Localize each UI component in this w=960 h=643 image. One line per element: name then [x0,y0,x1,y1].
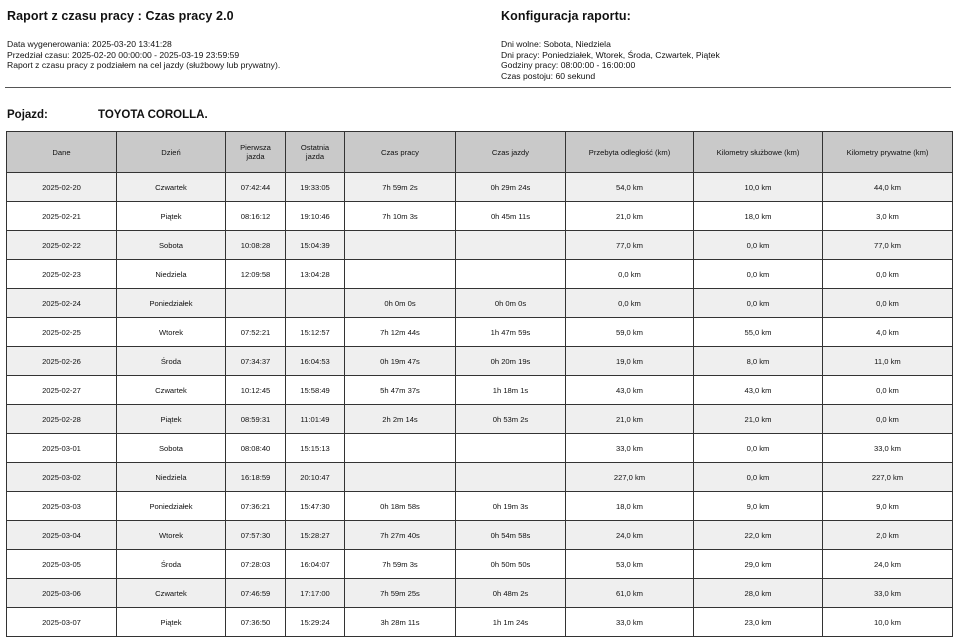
table-cell: 44,0 km [823,173,953,202]
column-header: Ostatnia jazda [286,132,345,173]
table-cell: Niedziela [117,463,226,492]
table-row [7,608,953,637]
table-cell: 28,0 km [694,579,823,608]
table-cell: Piątek [117,405,226,434]
table-cell: Czwartek [117,173,226,202]
table-cell: 4,0 km [823,318,953,347]
table-cell: 0h 19m 3s [456,492,566,521]
config-idle-time: Czas postoju: 60 sekund [501,70,596,81]
table-cell: 9,0 km [823,492,953,521]
table-cell: 10:12:45 [226,376,286,405]
table-cell: 0,0 km [694,260,823,289]
table-row [7,405,953,434]
table-cell: 10,0 km [694,173,823,202]
table-cell [345,231,456,260]
table-cell: 2025-02-21 [7,202,117,231]
table-cell: 07:57:30 [226,521,286,550]
table-cell: Wtorek [117,521,226,550]
table-cell: 0,0 km [694,463,823,492]
table-cell: 227,0 km [566,463,694,492]
table-cell: 0h 20m 19s [456,347,566,376]
table-cell: 18,0 km [694,202,823,231]
table-cell: 0h 19m 47s [345,347,456,376]
table-row [7,521,953,550]
table-cell: 18,0 km [566,492,694,521]
table-cell: 07:46:59 [226,579,286,608]
table-cell: Środa [117,347,226,376]
table-cell: 33,0 km [823,434,953,463]
table-cell: 2025-02-22 [7,231,117,260]
table-cell: 2025-02-23 [7,260,117,289]
table-cell [345,463,456,492]
table-cell: 15:58:49 [286,376,345,405]
table-cell: 0h 54m 58s [456,521,566,550]
table-cell: 2025-03-05 [7,550,117,579]
config-days-off: Dni wolne: Sobota, Niedziela [501,39,611,49]
table-cell: 19,0 km [566,347,694,376]
table-row [7,231,953,260]
table-cell: 0h 45m 11s [456,202,566,231]
table-cell [286,289,345,318]
table-cell: 7h 27m 40s [345,521,456,550]
table-cell: 7h 59m 25s [345,579,456,608]
table-cell: 08:59:31 [226,405,286,434]
column-header: Czas pracy [345,132,456,173]
table-cell: 1h 1m 24s [456,608,566,637]
table-cell: 2025-02-20 [7,173,117,202]
report-title: Raport z czasu pracy : Czas pracy 2.0 [7,9,234,23]
vehicle-label: Pojazd: [7,109,48,121]
table-cell: 33,0 km [566,608,694,637]
table-cell: 0h 50m 50s [456,550,566,579]
table-cell: 0,0 km [694,231,823,260]
table-cell: 0h 29m 24s [456,173,566,202]
time-period: Przedział czasu: 2025-02-20 00:00:00 - 2025-03-19 23:59:59 [7,49,240,60]
table-cell: 29,0 km [694,550,823,579]
table-cell: 2025-02-24 [7,289,117,318]
table-cell: 08:16:12 [226,202,286,231]
table-cell: 21,0 km [566,202,694,231]
vehicle-name: TOYOTA COROLLA. [98,109,208,121]
table-cell: 77,0 km [566,231,694,260]
table-cell: 19:33:05 [286,173,345,202]
table-cell: 07:28:03 [226,550,286,579]
column-header: Przebyta odległość (km) [566,132,694,173]
table-cell: 7h 10m 3s [345,202,456,231]
table-cell: Niedziela [117,260,226,289]
table-body [7,173,953,637]
table-cell: 15:12:57 [286,318,345,347]
table-cell: 61,0 km [566,579,694,608]
table-cell: 0h 0m 0s [345,289,456,318]
table-row [7,289,953,318]
table-cell: 15:15:13 [286,434,345,463]
table-cell: 43,0 km [566,376,694,405]
table-cell: 15:29:24 [286,608,345,637]
table-row [7,492,953,521]
table-cell: 0,0 km [823,289,953,318]
table-cell: 15:28:27 [286,521,345,550]
table-cell: 12:09:58 [226,260,286,289]
table-cell: Poniedziałek [117,492,226,521]
table-cell: 59,0 km [566,318,694,347]
table-cell [456,260,566,289]
table-cell: 08:08:40 [226,434,286,463]
table-cell: 0,0 km [823,405,953,434]
table-cell: 55,0 km [694,318,823,347]
table-cell: 8,0 km [694,347,823,376]
table-cell: 2025-03-03 [7,492,117,521]
table-cell: 23,0 km [694,608,823,637]
table-cell: 0,0 km [694,434,823,463]
table-cell: 0,0 km [566,260,694,289]
vehicle-info [7,109,208,121]
table-cell: 21,0 km [694,405,823,434]
table-cell: 15:47:30 [286,492,345,521]
table-cell: 10,0 km [823,608,953,637]
table-cell: 7h 12m 44s [345,318,456,347]
report-header [7,9,477,71]
table-cell: 0h 53m 2s [456,405,566,434]
table-cell: 22,0 km [694,521,823,550]
table-cell: 0,0 km [823,376,953,405]
table-cell: 7h 59m 2s [345,173,456,202]
table-row [7,202,953,231]
table-cell: 0h 48m 2s [456,579,566,608]
report-description: Raport z czasu pracy z podziałem na cel jazdy (służbowy lub prywatny). [7,60,281,71]
table-cell [345,260,456,289]
table-cell: 2025-03-02 [7,463,117,492]
table-cell: 43,0 km [694,376,823,405]
table-cell: 227,0 km [823,463,953,492]
table-cell: 15:04:39 [286,231,345,260]
table-cell: 2025-03-06 [7,579,117,608]
table-cell: 20:10:47 [286,463,345,492]
table-header-row [7,132,953,173]
table-cell: 24,0 km [823,550,953,579]
report-config [501,9,951,81]
table-cell: 0h 0m 0s [456,289,566,318]
table-row [7,550,953,579]
table-cell: 2025-03-07 [7,608,117,637]
config-work-days: Dni pracy: Poniedziałek, Wtorek, Środa, Czwartek, Piątek [501,49,720,60]
table-row [7,260,953,289]
table-cell: 10:08:28 [226,231,286,260]
table-cell: 2025-03-04 [7,521,117,550]
table-cell: 2025-03-01 [7,434,117,463]
table-cell: 33,0 km [823,579,953,608]
column-header: Kilometry prywatne (km) [823,132,953,173]
table-row [7,376,953,405]
table-cell: 3,0 km [823,202,953,231]
table-cell: 2025-02-27 [7,376,117,405]
table-cell: 13:04:28 [286,260,345,289]
table-cell: Wtorek [117,318,226,347]
table-cell: 5h 47m 37s [345,376,456,405]
config-work-hours: Godziny pracy: 08:00:00 - 16:00:00 [501,60,636,71]
table-cell: 07:34:37 [226,347,286,376]
table-cell: 54,0 km [566,173,694,202]
generated-date: Data wygenerowania: 2025-03-20 13:41:28 [7,39,172,49]
table-row [7,173,953,202]
config-title: Konfiguracja raportu: [501,9,631,23]
header-divider [5,87,951,88]
table-cell: 11:01:49 [286,405,345,434]
table-cell: 07:52:21 [226,318,286,347]
table-cell: 2025-02-25 [7,318,117,347]
table-row [7,463,953,492]
table-cell: 2h 2m 14s [345,405,456,434]
table-cell: 16:04:53 [286,347,345,376]
config-meta [501,39,951,81]
table-row [7,579,953,608]
table-cell: Czwartek [117,376,226,405]
table-cell: 0,0 km [566,289,694,318]
table-cell: 11,0 km [823,347,953,376]
table-cell: Czwartek [117,579,226,608]
table-cell: Środa [117,550,226,579]
table-cell: 17:17:00 [286,579,345,608]
table-cell: 19:10:46 [286,202,345,231]
table-cell: 33,0 km [566,434,694,463]
table-cell: 07:42:44 [226,173,286,202]
column-header: Kilometry służbowe (km) [694,132,823,173]
table-cell: Piątek [117,202,226,231]
table-cell: 3h 28m 11s [345,608,456,637]
table-cell: Sobota [117,231,226,260]
table-row [7,318,953,347]
table-cell [456,463,566,492]
table-cell: 16:04:07 [286,550,345,579]
work-time-table [6,131,953,637]
table-row [7,434,953,463]
table-cell: 07:36:21 [226,492,286,521]
table-cell: Piątek [117,608,226,637]
table-cell [456,434,566,463]
table-cell: 1h 18m 1s [456,376,566,405]
report-meta [7,39,477,71]
table-cell: 2,0 km [823,521,953,550]
table-cell: 07:36:50 [226,608,286,637]
table-cell: Sobota [117,434,226,463]
table-cell: 77,0 km [823,231,953,260]
table-cell: 7h 59m 3s [345,550,456,579]
table-cell: 53,0 km [566,550,694,579]
table-cell: 16:18:59 [226,463,286,492]
table-cell: Poniedziałek [117,289,226,318]
table-cell: 21,0 km [566,405,694,434]
column-header: Pierwsza jazda [226,132,286,173]
table-cell: 2025-02-28 [7,405,117,434]
table-cell [226,289,286,318]
table-cell [456,231,566,260]
table-cell: 2025-02-26 [7,347,117,376]
table-cell: 0h 18m 58s [345,492,456,521]
table-cell: 9,0 km [694,492,823,521]
table-cell: 0,0 km [823,260,953,289]
table-cell [345,434,456,463]
column-header: Czas jazdy [456,132,566,173]
table-cell: 0,0 km [694,289,823,318]
table-row [7,347,953,376]
table-cell: 1h 47m 59s [456,318,566,347]
column-header: Dzień [117,132,226,173]
table-cell: 24,0 km [566,521,694,550]
column-header: Dane [7,132,117,173]
